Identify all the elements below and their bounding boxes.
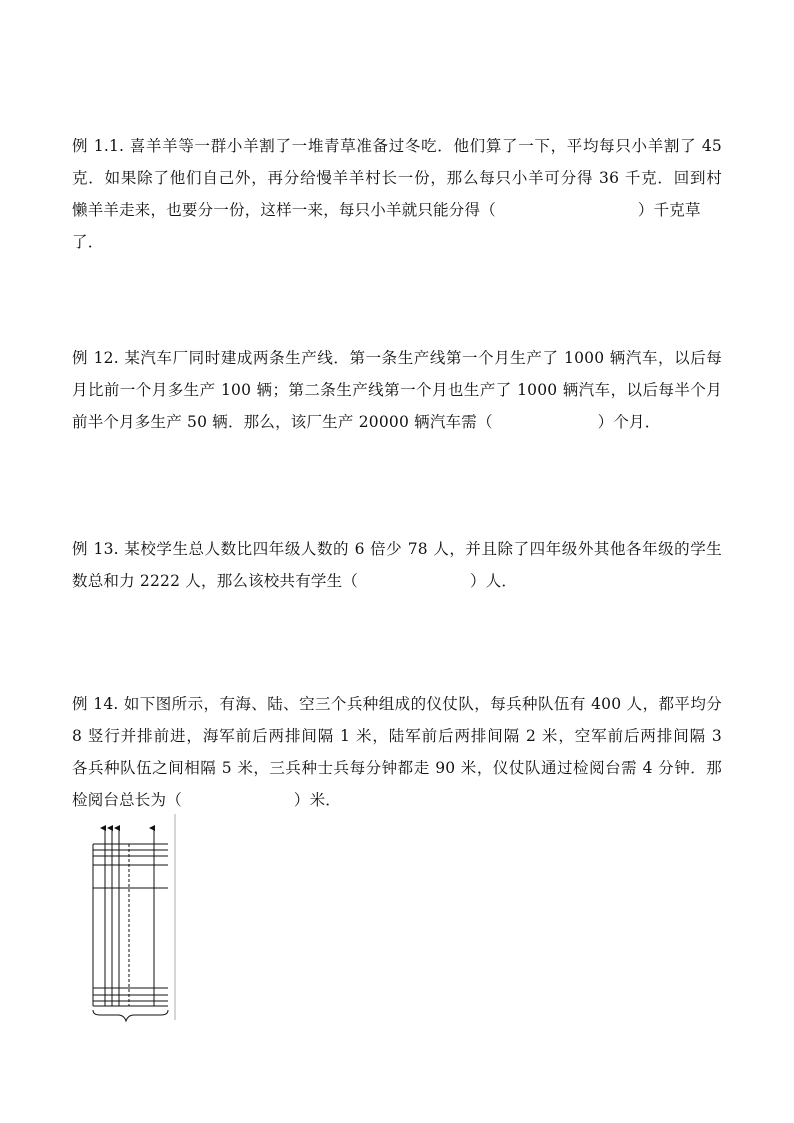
problem-14-line-4 bbox=[72, 784, 722, 816]
parade-formation-diagram bbox=[86, 814, 178, 1024]
problem-13-line-1: 例 13. 某校学生总人数比四年级人数的 6 倍少 78 人，并且除了四年级外其他各年级的学生 bbox=[72, 540, 722, 558]
problem-11-line-3-tail: ）千克草 bbox=[637, 201, 701, 219]
problem-14-line-1: 例 14. 如下图所示，有海、陆、空三个兵种组成的仪仗队，每兵种队伍有 400 人，都平均分 bbox=[72, 695, 722, 713]
problem-11-line-1: 例 1.1. 喜羊羊等一群小羊割了一堆青草准备过冬吃．他们算了一下，平均每只小羊割了 45 bbox=[72, 137, 722, 155]
problem-13-line-2-text: 数总和力 2222 人，那么该校共有学生（ bbox=[72, 572, 359, 590]
problem-13-line-2-tail: ）人． bbox=[470, 572, 518, 590]
problem-12 bbox=[72, 342, 722, 438]
problem-13 bbox=[72, 533, 722, 597]
problem-11-line-2: 克．如果除了他们自己外，再分给慢羊羊村长一份，那么每只小羊可分得 36 千克．回到村 bbox=[72, 169, 722, 187]
problem-14-line-4-text: 检阅台总长为（ bbox=[72, 791, 182, 809]
problem-11 bbox=[72, 130, 722, 258]
problem-14 bbox=[72, 688, 722, 816]
problem-11-line-3-text: 懒羊羊走来，也要分一份，这样一来，每只小羊就只能分得（ bbox=[72, 201, 496, 219]
problem-12-line-1: 例 12. 某汽车厂同时建成两条生产线．第一条生产线第一个月生产了 1000 辆汽车，以后每 bbox=[72, 349, 722, 367]
problem-12-line-3 bbox=[72, 406, 722, 438]
problem-12-line-2: 月比前一个月多生产 100 辆；第二条生产线第一个月也生产了 1000 辆汽车，以后每半个月 bbox=[72, 381, 722, 399]
problem-14-line-2: 8 竖行并排前进，海军前后两排间隔 1 米，陆军前后两排间隔 2 米，空军前后两排间隔 3 bbox=[72, 727, 722, 745]
problem-14-line-3: 各兵种队伍之间相隔 5 米，三兵种士兵每分钟都走 90 米，仪仗队通过检阅台需 4 分钟．那 bbox=[72, 759, 722, 777]
problem-13-line-2 bbox=[72, 565, 722, 597]
width-brace bbox=[93, 1010, 168, 1021]
problem-12-line-3-text: 前半个月多生产 50 辆．那么，该厂生产 20000 辆汽车需（ bbox=[72, 413, 493, 431]
problem-11-line-4: 了． bbox=[72, 233, 104, 251]
problem-14-line-4-tail: ）米． bbox=[293, 791, 342, 809]
problem-11-line-3 bbox=[72, 194, 722, 226]
problem-12-line-3-tail: ）个月． bbox=[597, 413, 661, 431]
